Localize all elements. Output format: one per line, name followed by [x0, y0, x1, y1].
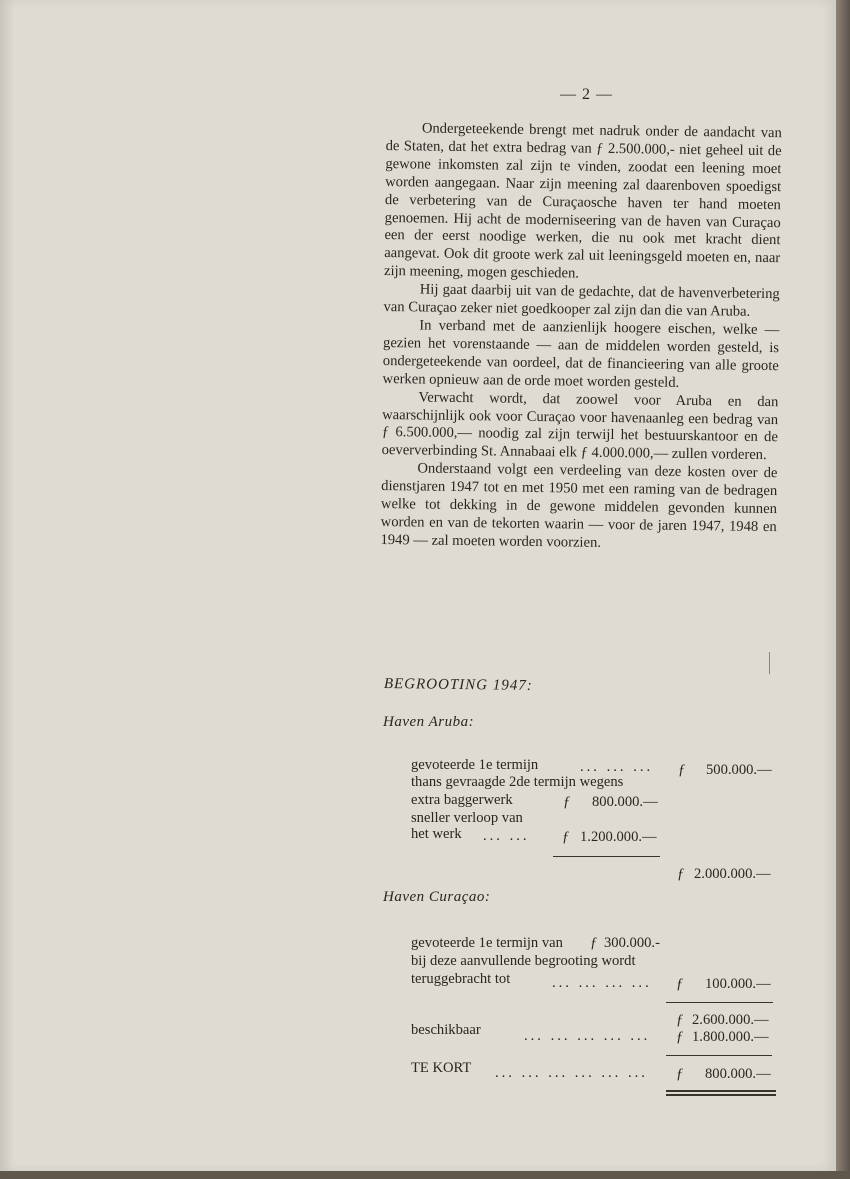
beschikbaar-dots: ... ... ... ... ... [524, 1028, 651, 1044]
beschikbaar-rule [666, 1055, 772, 1056]
aruba-total-amount: 2.000.000.— [694, 866, 771, 882]
page-number: — 2 — [560, 86, 613, 103]
margin-mark [769, 652, 770, 674]
beschikbaar-florin: ƒ [676, 1029, 684, 1045]
begrooting-title: BEGROOTING 1947: [383, 676, 533, 694]
aruba-line3-amount: 800.000.— [592, 794, 658, 810]
aruba-subtotal-rule [553, 856, 660, 857]
page-fold-shadow [0, 0, 14, 1171]
aruba-line1-florin: ƒ [678, 762, 686, 778]
aruba-line5-dots: ... ... [483, 828, 530, 844]
tekort-double-rule-bottom [666, 1094, 776, 1096]
paragraph: Ondergeteekende brengt met nadruk onder de aandacht van de Staten, dat het extra bedrag van ƒ 2.500.000,- niet geheel uit de gewone inkomsten zal zijn te vinden, zoodat een leening moet worden aangegaan. Naar zijn meening zal daarenboven spoedigst de verbetering van de Curaçaosche haven ter hand moeten genoemen. Hij acht de moderniseering van de haven van Curaçao een der eerst noodige werken, die nu ook met kracht dient aangevat. Ook dit groote werk zal uit leeningsgeld moeten en, naar zijn meening, mogen geschieden. [383, 120, 782, 282]
tekort-double-rule-top [666, 1090, 776, 1092]
aruba-line3-label: extra baggerwerk [411, 792, 513, 808]
paragraph: Onderstaand volgt een verdeeling van deze kosten over de dienstjaren 1947 tot en met 1950 met een raming van de bedragen welke tot dekking in de gewone middelen gevonden kunnen worden en van de tekorten waarin — voor de jaren 1947, 1948 en 1949 — zal moeten worden voorzien. [380, 460, 778, 551]
curacao-line1-florin: ƒ [590, 935, 598, 951]
tekort-amount: 800.000.— [705, 1066, 771, 1082]
page-right-edge [836, 0, 850, 1179]
curacao-line3-amount: 100.000.— [705, 976, 771, 992]
beschikbaar-amount: 1.800.000.— [692, 1029, 769, 1045]
aruba-heading: Haven Aruba: [383, 714, 475, 730]
aruba-line4-label: sneller verloop van [411, 810, 523, 826]
curacao-sum-florin: ƒ [676, 1012, 684, 1028]
curacao-line1-amount: 300.000.- [604, 935, 660, 951]
tekort-dots: ... ... ... ... ... ... [495, 1065, 648, 1081]
aruba-line2-label: thans gevraagde 2de termijn wegens [411, 774, 624, 790]
page-bottom-edge [0, 1171, 850, 1179]
beschikbaar-label: beschikbaar [411, 1022, 481, 1038]
paragraph: Hij gaat daarbij uit van de gedachte, dat de havenverbetering van Curaçao zeker niet goedkooper zal zijn dan die van Aruba. [383, 281, 780, 320]
aruba-line5-florin: ƒ [562, 829, 570, 845]
curacao-line2-label: bij deze aanvullende begrooting wordt [411, 953, 636, 969]
curacao-sum-amount: 2.600.000.— [692, 1012, 769, 1028]
paragraph: Verwacht wordt, dat zoowel voor Aruba en dan waarschijnlijk ook voor Curaçao voor havenaanleg een bedrag van ƒ 6.500.000,— noodig zal zijn terwijl het bestuurskantoor en de oeververbinding St. Annabaai elk ƒ 4.000.000,— zullen vorderen. [381, 389, 779, 464]
aruba-line3-florin: ƒ [563, 794, 571, 810]
curacao-line3-dots: ... ... ... ... [552, 975, 652, 991]
body-text [380, 120, 782, 555]
aruba-line1-label: gevoteerde 1e termijn [411, 757, 539, 773]
aruba-line1-amount: 500.000.— [706, 762, 772, 778]
aruba-total-florin: ƒ [677, 866, 685, 882]
aruba-line5-label: het werk [411, 826, 462, 842]
curacao-line3-label: teruggebracht tot [411, 971, 511, 987]
curacao-line1-label: gevoteerde 1e termijn van [411, 935, 563, 951]
tekort-label: TE KORT [411, 1060, 472, 1076]
curacao-subtotal-rule [666, 1002, 773, 1003]
curacao-heading: Haven Curaçao: [383, 889, 491, 905]
curacao-line3-florin: ƒ [676, 976, 684, 992]
aruba-line5-amount: 1.200.000.— [580, 829, 657, 845]
paragraph: In verband met de aanzienlijk hoogere eischen, welke — gezien het vorenstaande — aan de middelen worden gesteld, is ondergeteekende van oordeel, dat de financieering van alle groote werken opnieuw aan de orde moet worden gesteld. [382, 317, 780, 391]
aruba-line1-dots: ... ... ... [580, 759, 654, 775]
tekort-florin: ƒ [676, 1066, 684, 1082]
